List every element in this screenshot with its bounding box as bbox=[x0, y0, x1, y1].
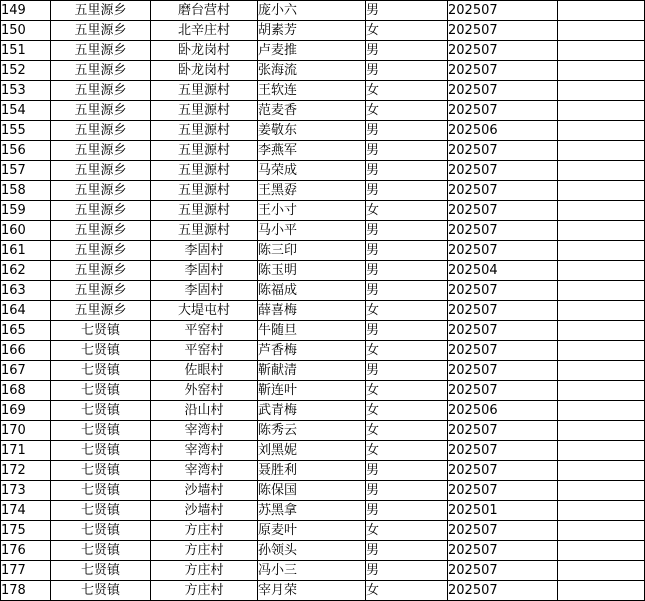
table-row bbox=[1, 521, 645, 541]
empty-cell[interactable] bbox=[558, 121, 645, 141]
empty-cell[interactable] bbox=[558, 441, 645, 461]
town-cell[interactable]: 七贤镇 bbox=[51, 421, 151, 441]
name-cell[interactable]: 冯小三 bbox=[258, 561, 366, 581]
gender-cell[interactable]: 女 bbox=[366, 441, 448, 461]
month-cell[interactable]: 202507 bbox=[448, 381, 558, 401]
village-cell[interactable]: 五里源村 bbox=[151, 181, 258, 201]
village-cell[interactable]: 李固村 bbox=[151, 261, 258, 281]
village-cell[interactable]: 卧龙岗村 bbox=[151, 61, 258, 81]
empty-cell[interactable] bbox=[558, 1, 645, 21]
village-cell[interactable]: 宰湾村 bbox=[151, 421, 258, 441]
table-row bbox=[1, 301, 645, 321]
table-row bbox=[1, 481, 645, 501]
gender-cell[interactable]: 女 bbox=[366, 301, 448, 321]
gender-cell[interactable]: 男 bbox=[366, 321, 448, 341]
row-number-cell[interactable]: 174 bbox=[1, 501, 51, 521]
table-row bbox=[1, 121, 645, 141]
table-row bbox=[1, 561, 645, 581]
name-cell[interactable]: 靳连叶 bbox=[258, 381, 366, 401]
empty-cell[interactable] bbox=[558, 81, 645, 101]
table-row bbox=[1, 221, 645, 241]
town-cell[interactable]: 七贤镇 bbox=[51, 361, 151, 381]
village-cell[interactable]: 五里源村 bbox=[151, 161, 258, 181]
row-number-cell[interactable]: 161 bbox=[1, 241, 51, 261]
village-cell[interactable]: 沙墙村 bbox=[151, 501, 258, 521]
empty-cell[interactable] bbox=[558, 321, 645, 341]
name-cell[interactable]: 陈三印 bbox=[258, 241, 366, 261]
village-cell[interactable]: 李固村 bbox=[151, 281, 258, 301]
town-cell[interactable]: 七贤镇 bbox=[51, 561, 151, 581]
name-cell[interactable]: 陈秀云 bbox=[258, 421, 366, 441]
month-cell[interactable]: 202507 bbox=[448, 441, 558, 461]
table-row bbox=[1, 101, 645, 121]
name-cell[interactable]: 刘黑妮 bbox=[258, 441, 366, 461]
table-row bbox=[1, 421, 645, 441]
gender-cell[interactable]: 男 bbox=[366, 541, 448, 561]
row-number-cell[interactable]: 156 bbox=[1, 141, 51, 161]
gender-cell[interactable]: 男 bbox=[366, 181, 448, 201]
empty-cell[interactable] bbox=[558, 261, 645, 281]
empty-cell[interactable] bbox=[558, 61, 645, 81]
empty-cell[interactable] bbox=[558, 141, 645, 161]
town-cell[interactable]: 五里源乡 bbox=[51, 201, 151, 221]
name-cell[interactable]: 芦香梅 bbox=[258, 341, 366, 361]
month-cell[interactable]: 202507 bbox=[448, 361, 558, 381]
row-number-cell[interactable]: 165 bbox=[1, 321, 51, 341]
month-cell[interactable]: 202507 bbox=[448, 181, 558, 201]
row-number-cell[interactable]: 175 bbox=[1, 521, 51, 541]
town-cell[interactable]: 七贤镇 bbox=[51, 541, 151, 561]
month-cell[interactable]: 202507 bbox=[448, 461, 558, 481]
gender-cell[interactable]: 男 bbox=[366, 41, 448, 61]
table-row bbox=[1, 381, 645, 401]
table-row bbox=[1, 441, 645, 461]
gender-cell[interactable]: 男 bbox=[366, 461, 448, 481]
empty-cell[interactable] bbox=[558, 181, 645, 201]
month-cell[interactable]: 202507 bbox=[448, 341, 558, 361]
month-cell[interactable]: 202507 bbox=[448, 421, 558, 441]
name-cell[interactable]: 薛喜梅 bbox=[258, 301, 366, 321]
town-cell[interactable]: 七贤镇 bbox=[51, 441, 151, 461]
empty-cell[interactable] bbox=[558, 241, 645, 261]
table-row bbox=[1, 81, 645, 101]
village-cell[interactable]: 佐眼村 bbox=[151, 361, 258, 381]
month-cell[interactable]: 202507 bbox=[448, 201, 558, 221]
gender-cell[interactable]: 女 bbox=[366, 401, 448, 421]
table-row bbox=[1, 21, 645, 41]
town-cell[interactable]: 五里源乡 bbox=[51, 21, 151, 41]
table-row bbox=[1, 501, 645, 521]
name-cell[interactable]: 马荣成 bbox=[258, 161, 366, 181]
empty-cell[interactable] bbox=[558, 581, 645, 601]
row-number-cell[interactable]: 163 bbox=[1, 281, 51, 301]
name-cell[interactable]: 陈保国 bbox=[258, 481, 366, 501]
month-cell[interactable]: 202506 bbox=[448, 121, 558, 141]
table-row bbox=[1, 241, 645, 261]
empty-cell[interactable] bbox=[558, 161, 645, 181]
gender-cell[interactable]: 女 bbox=[366, 341, 448, 361]
table-row bbox=[1, 41, 645, 61]
row-number-cell[interactable]: 172 bbox=[1, 461, 51, 481]
table-row bbox=[1, 1, 645, 21]
village-cell[interactable]: 宰湾村 bbox=[151, 461, 258, 481]
gender-cell[interactable]: 男 bbox=[366, 501, 448, 521]
gender-cell[interactable]: 女 bbox=[366, 421, 448, 441]
month-cell[interactable]: 202507 bbox=[448, 21, 558, 41]
month-cell[interactable]: 202507 bbox=[448, 161, 558, 181]
town-cell[interactable]: 七贤镇 bbox=[51, 381, 151, 401]
gender-cell[interactable]: 女 bbox=[366, 201, 448, 221]
month-cell[interactable]: 202507 bbox=[448, 281, 558, 301]
empty-cell[interactable] bbox=[558, 561, 645, 581]
empty-cell[interactable] bbox=[558, 501, 645, 521]
empty-cell[interactable] bbox=[558, 401, 645, 421]
village-cell[interactable]: 宰湾村 bbox=[151, 441, 258, 461]
name-cell[interactable]: 原麦叶 bbox=[258, 521, 366, 541]
town-cell[interactable]: 五里源乡 bbox=[51, 141, 151, 161]
row-number-cell[interactable]: 149 bbox=[1, 1, 51, 21]
month-cell[interactable]: 202507 bbox=[448, 61, 558, 81]
month-cell[interactable]: 202507 bbox=[448, 41, 558, 61]
name-cell[interactable]: 王软连 bbox=[258, 81, 366, 101]
name-cell[interactable]: 庞小六 bbox=[258, 1, 366, 21]
row-number-cell[interactable]: 158 bbox=[1, 181, 51, 201]
name-cell[interactable]: 靳献清 bbox=[258, 361, 366, 381]
town-cell[interactable]: 七贤镇 bbox=[51, 341, 151, 361]
row-number-cell[interactable]: 162 bbox=[1, 261, 51, 281]
month-cell[interactable]: 202507 bbox=[448, 521, 558, 541]
gender-cell[interactable]: 女 bbox=[366, 21, 448, 41]
empty-cell[interactable] bbox=[558, 521, 645, 541]
table-row bbox=[1, 401, 645, 421]
row-number-cell[interactable]: 166 bbox=[1, 341, 51, 361]
town-cell[interactable]: 五里源乡 bbox=[51, 241, 151, 261]
town-cell[interactable]: 七贤镇 bbox=[51, 501, 151, 521]
town-cell[interactable]: 五里源乡 bbox=[51, 281, 151, 301]
table-row bbox=[1, 321, 645, 341]
month-cell[interactable]: 202507 bbox=[448, 1, 558, 21]
name-cell[interactable]: 牛随旦 bbox=[258, 321, 366, 341]
name-cell[interactable]: 马小平 bbox=[258, 221, 366, 241]
gender-cell[interactable]: 男 bbox=[366, 561, 448, 581]
town-cell[interactable]: 五里源乡 bbox=[51, 61, 151, 81]
row-number-cell[interactable]: 154 bbox=[1, 101, 51, 121]
village-cell[interactable]: 方庄村 bbox=[151, 561, 258, 581]
table-row bbox=[1, 201, 645, 221]
gender-cell[interactable]: 女 bbox=[366, 521, 448, 541]
empty-cell[interactable] bbox=[558, 421, 645, 441]
town-cell[interactable]: 五里源乡 bbox=[51, 1, 151, 21]
empty-cell[interactable] bbox=[558, 101, 645, 121]
empty-cell[interactable] bbox=[558, 541, 645, 561]
gender-cell[interactable]: 女 bbox=[366, 381, 448, 401]
gender-cell[interactable]: 男 bbox=[366, 241, 448, 261]
village-cell[interactable]: 五里源村 bbox=[151, 201, 258, 221]
gender-cell[interactable]: 女 bbox=[366, 101, 448, 121]
row-number-cell[interactable]: 176 bbox=[1, 541, 51, 561]
gender-cell[interactable]: 男 bbox=[366, 1, 448, 21]
village-cell[interactable]: 北辛庄村 bbox=[151, 21, 258, 41]
row-number-cell[interactable]: 155 bbox=[1, 121, 51, 141]
name-cell[interactable]: 孙领头 bbox=[258, 541, 366, 561]
table-row bbox=[1, 341, 645, 361]
empty-cell[interactable] bbox=[558, 201, 645, 221]
name-cell[interactable]: 姜敬东 bbox=[258, 121, 366, 141]
empty-cell[interactable] bbox=[558, 21, 645, 41]
name-cell[interactable]: 王小寸 bbox=[258, 201, 366, 221]
town-cell[interactable]: 七贤镇 bbox=[51, 401, 151, 421]
village-cell[interactable]: 李固村 bbox=[151, 241, 258, 261]
month-cell[interactable]: 202507 bbox=[448, 581, 558, 601]
name-cell[interactable]: 张海流 bbox=[258, 61, 366, 81]
empty-cell[interactable] bbox=[558, 301, 645, 321]
row-number-cell[interactable]: 151 bbox=[1, 41, 51, 61]
table-body bbox=[1, 1, 645, 601]
village-cell[interactable]: 外窑村 bbox=[151, 381, 258, 401]
month-cell[interactable]: 202507 bbox=[448, 481, 558, 501]
month-cell[interactable]: 202501 bbox=[448, 501, 558, 521]
name-cell[interactable]: 王黑孬 bbox=[258, 181, 366, 201]
row-number-cell[interactable]: 173 bbox=[1, 481, 51, 501]
name-cell[interactable]: 宰月荣 bbox=[258, 581, 366, 601]
gender-cell[interactable]: 男 bbox=[366, 121, 448, 141]
table-row bbox=[1, 261, 645, 281]
gender-cell[interactable]: 男 bbox=[366, 481, 448, 501]
name-cell[interactable]: 苏黑拿 bbox=[258, 501, 366, 521]
gender-cell[interactable]: 女 bbox=[366, 581, 448, 601]
gender-cell[interactable]: 男 bbox=[366, 61, 448, 81]
empty-cell[interactable] bbox=[558, 481, 645, 501]
row-number-cell[interactable]: 170 bbox=[1, 421, 51, 441]
village-cell[interactable]: 方庄村 bbox=[151, 541, 258, 561]
village-cell[interactable]: 卧龙岗村 bbox=[151, 41, 258, 61]
gender-cell[interactable]: 男 bbox=[366, 281, 448, 301]
row-number-cell[interactable]: 164 bbox=[1, 301, 51, 321]
town-cell[interactable]: 七贤镇 bbox=[51, 461, 151, 481]
village-cell[interactable]: 五里源村 bbox=[151, 141, 258, 161]
table-row bbox=[1, 141, 645, 161]
table-row bbox=[1, 161, 645, 181]
village-cell[interactable]: 五里源村 bbox=[151, 121, 258, 141]
name-cell[interactable]: 李燕军 bbox=[258, 141, 366, 161]
empty-cell[interactable] bbox=[558, 461, 645, 481]
row-number-cell[interactable]: 169 bbox=[1, 401, 51, 421]
village-cell[interactable]: 五里源村 bbox=[151, 221, 258, 241]
name-cell[interactable]: 聂胜利 bbox=[258, 461, 366, 481]
gender-cell[interactable]: 男 bbox=[366, 261, 448, 281]
row-number-cell[interactable]: 152 bbox=[1, 61, 51, 81]
town-cell[interactable]: 七贤镇 bbox=[51, 581, 151, 601]
table-row bbox=[1, 61, 645, 81]
town-cell[interactable]: 五里源乡 bbox=[51, 101, 151, 121]
village-cell[interactable]: 方庄村 bbox=[151, 521, 258, 541]
gender-cell[interactable]: 男 bbox=[366, 141, 448, 161]
name-cell[interactable]: 范麦香 bbox=[258, 101, 366, 121]
row-number-cell[interactable]: 157 bbox=[1, 161, 51, 181]
town-cell[interactable]: 七贤镇 bbox=[51, 321, 151, 341]
town-cell[interactable]: 五里源乡 bbox=[51, 261, 151, 281]
village-cell[interactable]: 平窑村 bbox=[151, 321, 258, 341]
town-cell[interactable]: 五里源乡 bbox=[51, 161, 151, 181]
name-cell[interactable]: 武青梅 bbox=[258, 401, 366, 421]
month-cell[interactable]: 202507 bbox=[448, 541, 558, 561]
month-cell[interactable]: 202507 bbox=[448, 81, 558, 101]
village-cell[interactable]: 平窑村 bbox=[151, 341, 258, 361]
row-number-cell[interactable]: 150 bbox=[1, 21, 51, 41]
village-cell[interactable]: 五里源村 bbox=[151, 81, 258, 101]
month-cell[interactable]: 202507 bbox=[448, 101, 558, 121]
town-cell[interactable]: 五里源乡 bbox=[51, 221, 151, 241]
village-cell[interactable]: 沙墙村 bbox=[151, 481, 258, 501]
village-cell[interactable]: 方庄村 bbox=[151, 581, 258, 601]
village-cell[interactable]: 大堤屯村 bbox=[151, 301, 258, 321]
town-cell[interactable]: 五里源乡 bbox=[51, 181, 151, 201]
row-number-cell[interactable]: 168 bbox=[1, 381, 51, 401]
row-number-cell[interactable]: 171 bbox=[1, 441, 51, 461]
town-cell[interactable]: 五里源乡 bbox=[51, 81, 151, 101]
table-row bbox=[1, 281, 645, 301]
month-cell[interactable]: 202507 bbox=[448, 301, 558, 321]
row-number-cell[interactable]: 159 bbox=[1, 201, 51, 221]
empty-cell[interactable] bbox=[558, 281, 645, 301]
name-cell[interactable]: 陈福成 bbox=[258, 281, 366, 301]
town-cell[interactable]: 七贤镇 bbox=[51, 521, 151, 541]
town-cell[interactable]: 五里源乡 bbox=[51, 41, 151, 61]
name-cell[interactable]: 胡素芳 bbox=[258, 21, 366, 41]
table-row bbox=[1, 581, 645, 601]
empty-cell[interactable] bbox=[558, 41, 645, 61]
table-row bbox=[1, 181, 645, 201]
gender-cell[interactable]: 男 bbox=[366, 161, 448, 181]
gender-cell[interactable]: 女 bbox=[366, 81, 448, 101]
village-cell[interactable]: 五里源村 bbox=[151, 101, 258, 121]
town-cell[interactable]: 五里源乡 bbox=[51, 301, 151, 321]
village-cell[interactable]: 沿山村 bbox=[151, 401, 258, 421]
empty-cell[interactable] bbox=[558, 221, 645, 241]
table-row bbox=[1, 541, 645, 561]
empty-cell[interactable] bbox=[558, 341, 645, 361]
town-cell[interactable]: 七贤镇 bbox=[51, 481, 151, 501]
empty-cell[interactable] bbox=[558, 381, 645, 401]
table-row bbox=[1, 461, 645, 481]
gender-cell[interactable]: 男 bbox=[366, 361, 448, 381]
name-cell[interactable]: 陈玉明 bbox=[258, 261, 366, 281]
month-cell[interactable]: 202507 bbox=[448, 561, 558, 581]
month-cell[interactable]: 202504 bbox=[448, 261, 558, 281]
name-cell[interactable]: 卢麦推 bbox=[258, 41, 366, 61]
gender-cell[interactable]: 男 bbox=[366, 221, 448, 241]
month-cell[interactable]: 202507 bbox=[448, 141, 558, 161]
month-cell[interactable]: 202507 bbox=[448, 321, 558, 341]
row-number-cell[interactable]: 167 bbox=[1, 361, 51, 381]
row-number-cell[interactable]: 153 bbox=[1, 81, 51, 101]
row-number-cell[interactable]: 177 bbox=[1, 561, 51, 581]
table-row bbox=[1, 361, 645, 381]
month-cell[interactable]: 202507 bbox=[448, 241, 558, 261]
row-number-cell[interactable]: 178 bbox=[1, 581, 51, 601]
village-cell[interactable]: 磨台营村 bbox=[151, 1, 258, 21]
town-cell[interactable]: 五里源乡 bbox=[51, 121, 151, 141]
empty-cell[interactable] bbox=[558, 361, 645, 381]
month-cell[interactable]: 202507 bbox=[448, 221, 558, 241]
row-number-cell[interactable]: 160 bbox=[1, 221, 51, 241]
month-cell[interactable]: 202506 bbox=[448, 401, 558, 421]
